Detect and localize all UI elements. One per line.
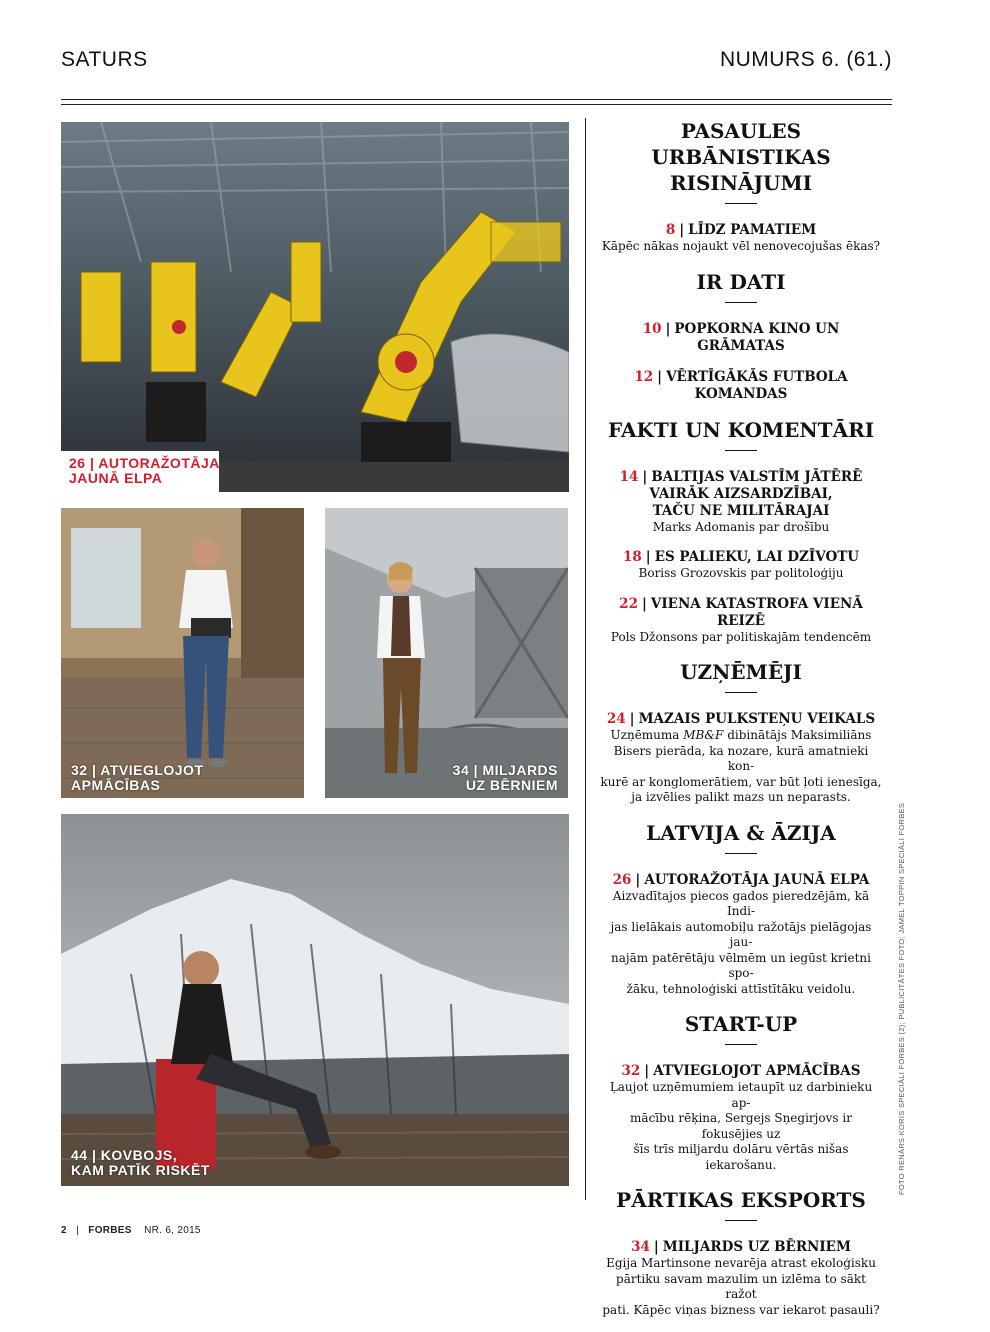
entry-description: Aizvadītajos piecos gados pieredzējām, kā Indi- [612, 888, 870, 918]
section-heading: LATVIJA & ĀZIJA [646, 820, 836, 845]
page-footer: 2 | FORBES NR. 6, 2015 [61, 1225, 201, 1236]
caption-line: APMĀCĪBAS [71, 777, 161, 793]
entry-description: kurē ar konglomerātiem, var būt ļoti ienesīga, [600, 774, 882, 789]
entry-title: POPKORNA KINO UN GRĀMATAS [674, 320, 840, 354]
entry-description: Egija Martinsone nevarēja atrast ekoloģisku [606, 1256, 876, 1270]
photo-caption [71, 763, 204, 793]
entry-description: pati. Kāpēc viņas bizness var iekarot pasauli? [602, 1302, 880, 1317]
page-num: 2 [61, 1225, 67, 1236]
toc-section [600, 118, 882, 255]
section-dash [725, 853, 757, 854]
toc-entry[interactable]: 8 | LĪDZ PAMATIEM Kāpēc nākas nojaukt vēl nenovecojušas ēkas? [601, 222, 881, 253]
issue-number: NUMURS 6. (61.) [719, 48, 892, 71]
entry-title: VĒRTĪGĀKĀS FUTBOLA [666, 368, 848, 385]
toc-section [600, 1011, 882, 1173]
entry-description: Ļaujot uzņēmumiem ietaupīt uz darbinieku ap- [609, 1080, 873, 1110]
heading-line: RISINĀJUMI [670, 171, 812, 195]
section-heading: UZŅĒMĒJI [680, 660, 802, 684]
desc-text: Uzņēmuma [610, 728, 684, 742]
page-number: 34 [631, 1239, 650, 1255]
toc-entry[interactable]: 10 | POPKORNA KINO UN GRĀMATAS [642, 320, 840, 354]
toc-entry[interactable]: 22 | VIENA KATASTROFA VIENĀ REIZĒ Pols Džonsons par politiskajām tendencēm [600, 596, 882, 646]
entry-title: KOMANDAS [694, 385, 788, 402]
page-number: 18 [622, 549, 642, 565]
toc-entry[interactable]: 18 | ES PALIEKU, LAI DZĪVOTU Boriss Grozovskis par politoloģiju [600, 549, 882, 582]
entry-description: mācību rēķina, Sergejs Sņegirjovs ir fokusējies uz [630, 1111, 852, 1141]
section-dash [725, 1220, 757, 1221]
entry-title: MAZAIS PULKSTEŅU VEIKALS [638, 711, 876, 727]
entry-title: VAIRĀK AIZSARDZĪBAI, [649, 485, 833, 502]
entry-description: Boriss Grozovskis par politoloģiju [638, 566, 844, 580]
footer-brand: FORBES [88, 1225, 132, 1236]
heading-line: PASAULES URBĀNISTIKAS [651, 119, 831, 169]
caption-line: 26 | AUTORAŽOTĀJA [69, 455, 220, 471]
page-number: 32 [621, 1063, 641, 1079]
woman-illustration [325, 508, 568, 798]
entry-description: jas lielākais automobiļu ražotājs pielāgojas jau- [610, 919, 872, 949]
man-illustration [61, 508, 304, 798]
column-divider [585, 118, 586, 1200]
caption-line: 34 | MILJARDS [452, 762, 558, 778]
caption-line: UZ BĒRNIEM [465, 777, 558, 793]
table-of-contents [600, 118, 882, 1332]
robots-illustration [61, 122, 569, 492]
cowboy-illustration [61, 814, 569, 1186]
company-name: MB&F [683, 728, 724, 742]
desc-text: dibinātājs Maksimiliāns [723, 728, 872, 742]
entry-description: Bisers pierāda, ka nozare, kurā amatnieki kon- [613, 743, 869, 773]
toc-entry[interactable]: 12 | VĒRTĪGĀKĀS FUTBOLA KOMANDAS [600, 369, 882, 403]
section-heading: START-UP [684, 1012, 798, 1036]
section-heading [600, 118, 882, 196]
header-rule-bottom [61, 104, 892, 105]
section-heading: FAKTI UN KOMENTĀRI [607, 417, 875, 442]
entry-title: LĪDZ PAMATIEM [688, 222, 817, 238]
caption-line: 44 | KOVBOJS, [71, 1147, 178, 1163]
toc-section [600, 659, 882, 806]
entry-description: šīs trīs miljardu dolāru vērtās nišas iekarošanu. [633, 1142, 849, 1172]
section-heading: IR DATI [696, 269, 786, 294]
toc-section [600, 1187, 882, 1318]
photo-woman-factory[interactable] [325, 508, 568, 798]
entry-description: pārtiku savam mazulim un izlēma to sākt ražot [616, 1271, 866, 1301]
photo-caption [69, 456, 220, 486]
header-rule-top [61, 99, 892, 100]
toc-section [600, 269, 882, 403]
page-number: 12 [634, 368, 654, 385]
footer-issue: NR. 6, 2015 [144, 1225, 201, 1236]
entry-description: najām patērētāju vēlmēm un iegūst krietni spo- [611, 950, 871, 980]
entry-title: MILJARDS UZ BĒRNIEM [662, 1239, 851, 1255]
entry-description: ja izvēlies palikt mazs un neparasts. [631, 790, 851, 804]
toc-entry[interactable]: 26 | AUTORAŽOTĀJA JAUNĀ ELPA Aizvadītajos piecos gados pieredzējām, kā Indi- jas lielākais automobiļu ražotājs pielāgojas jau- najām patērētāju vēlmēm un iegūst krietni spo- žāku, tehnoloģiski attīstītāku veidolu. [600, 872, 882, 998]
toc-section [600, 820, 882, 998]
section-dash [725, 450, 757, 451]
section-heading: PĀRTIKAS EKSPORTS [616, 1188, 866, 1212]
section-label: SATURS [61, 48, 148, 71]
section-dash [725, 692, 757, 693]
page-number: 14 [619, 468, 639, 485]
section-dash [725, 203, 757, 204]
entry-description: Pols Džonsons par politiskajām tendencēm [610, 629, 872, 644]
photo-man-tablet[interactable] [61, 508, 304, 798]
entry-title: ES PALIEKU, LAI DZĪVOTU [654, 549, 860, 565]
page-number: 10 [642, 320, 662, 337]
photo-caption [71, 1148, 210, 1178]
entry-title: BALTIJAS VALSTĪM JĀTĒRĒ [651, 468, 863, 485]
page-number: 8 [665, 222, 676, 238]
section-dash [725, 1044, 757, 1045]
entry-description: Kāpēc nākas nojaukt vēl nenovecojušas ēkas? [601, 239, 881, 253]
entry-title: ATVIEGLOJOT APMĀCĪBAS [653, 1063, 861, 1079]
entry-title: VIENA KATASTROFA VIENĀ REIZĒ [650, 595, 863, 629]
entry-description: Marks Adomanis par drošību [652, 519, 830, 534]
photo-caption [453, 763, 558, 793]
entry-title: AUTORAŽOTĀJA JAUNĀ ELPA [644, 871, 870, 888]
caption-line: 32 | ATVIEGLOJOT [71, 762, 204, 778]
toc-section [600, 417, 882, 646]
page-number: 24 [606, 711, 626, 727]
caption-line: KAM PATĪK RISKĒT [71, 1162, 210, 1178]
page-number: 22 [619, 595, 638, 612]
photo-robots[interactable] [61, 122, 569, 492]
entry-description: žāku, tehnoloģiski attīstītāku veidolu. [626, 981, 856, 996]
toc-entry[interactable]: 14 | BALTIJAS VALSTĪM JĀTĒRĒ VAIRĀK AIZSARDZĪBAI, TAČU NE MILITĀRAJAI Marks Adomanis par drošību [600, 469, 882, 536]
photo-credit: FOTO RENĀRS KORIS SPECIĀLI FORBES (2); PUBLICITĀTES FOTO; JAMEL TOPPIN SPECIĀLI FORBES [897, 802, 906, 1195]
page-number: 26 [612, 871, 632, 888]
toc-entry[interactable]: 24 | MAZAIS PULKSTEŅU VEIKALS Uzņēmuma MB&F dibinātājs Maksimiliāns Bisers pierāda, ka nozare, kurā amatnieki kon- kurē ar konglomerātiem, var būt ļoti ienesīga, ja izvēlies palikt mazs un neparasts. [600, 711, 882, 804]
photo-cowboy-mountain[interactable] [61, 814, 569, 1186]
entry-description [600, 728, 882, 744]
caption-line: JAUNĀ ELPA [69, 470, 163, 486]
entry-title: TAČU NE MILITĀRAJAI [652, 502, 830, 519]
section-dash [725, 302, 757, 303]
toc-entry[interactable]: 34 | MILJARDS UZ BĒRNIEM Egija Martinsone nevarēja atrast ekoloģisku pārtiku savam mazulim un izlēma to sākt ražot pati. Kāpēc viņas bizness var iekarot pasauli? [600, 1239, 882, 1318]
toc-entry[interactable]: 32 | ATVIEGLOJOT APMĀCĪBAS Ļaujot uzņēmumiem ietaupīt uz darbinieku ap- mācību rēķina, Sergejs Sņegirjovs ir fokusējies uz šīs trīs miljardu dolāru vērtās nišas iekarošanu. [600, 1063, 882, 1173]
